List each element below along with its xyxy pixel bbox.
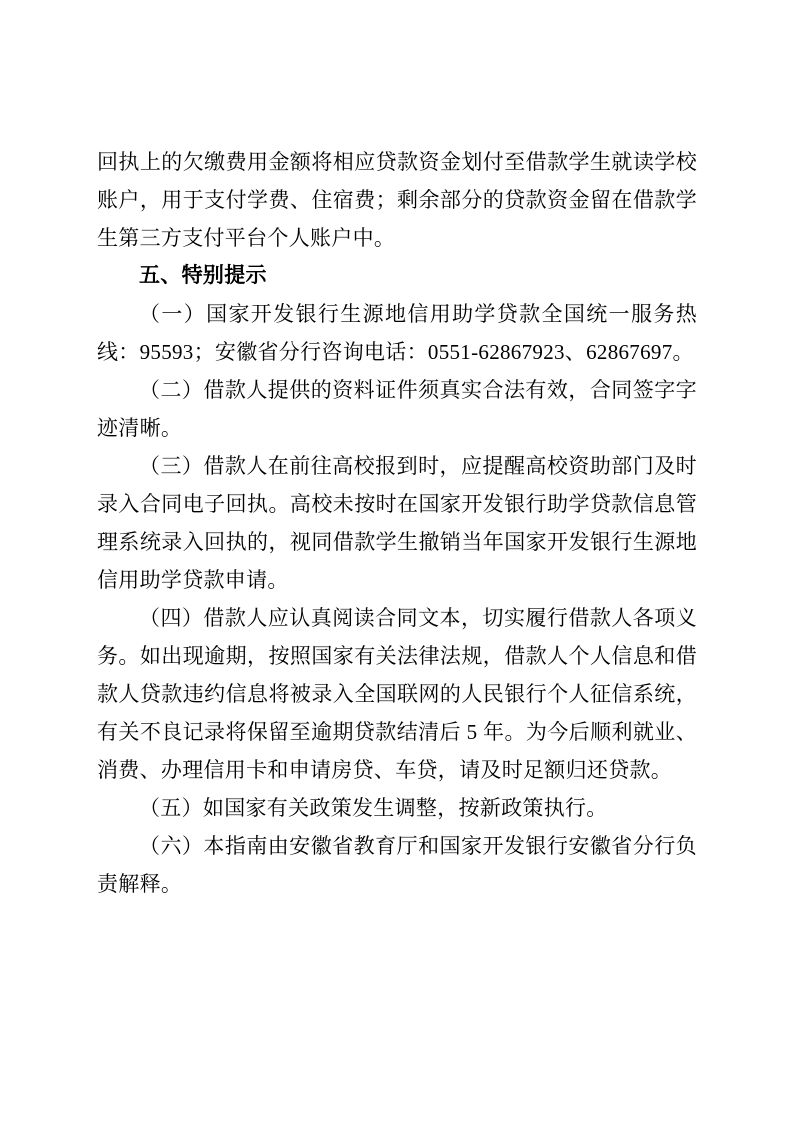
- note-paragraph-2: （二）借款人提供的资料证件须真实合法有效，合同签字字迹清晰。: [97, 378, 697, 440]
- section-heading-special-notes: 五、特别提示: [139, 264, 267, 287]
- note-paragraph-1: （一）国家开发银行生源地信用助学贷款全国统一服务热线：95593；安徽省分行咨询电话：0551-62867923、62867697。: [97, 302, 697, 364]
- note-paragraph-4: （四）借款人应认真阅读合同文本，切实履行借款人各项义务。如出现逾期，按照国家有关法律法规，借款人个人信息和借款人贷款违约信息将被录入全国联网的人民银行个人征信系统，有关不良记录将保留至逾期贷款结清后 5 年。为今后顺利就业、消费、办理信用卡和申请房贷、车贷，请及时足额归还贷款。: [97, 606, 697, 782]
- note-paragraph-3: （三）借款人在前往高校报到时，应提醒高校资助部门及时录入合同电子回执。高校未按时在国家开发银行助学贷款信息管理系统录入回执的，视同借款学生撤销当年国家开发银行生源地信用助学贷款申请。: [97, 454, 697, 592]
- note-paragraph-5: （五）如国家有关政策发生调整，按新政策执行。: [139, 796, 608, 820]
- note-paragraph-6: （六）本指南由安徽省教育厅和国家开发银行安徽省分行负责解释。: [97, 834, 697, 896]
- page-text-block: [97, 143, 697, 903]
- paragraph-continuation: 回执上的欠缴费用金额将相应贷款资金划付至借款学生就读学校账户，用于支付学费、住宿费；剩余部分的贷款资金留在借款学生第三方支付平台个人账户中。: [97, 150, 697, 250]
